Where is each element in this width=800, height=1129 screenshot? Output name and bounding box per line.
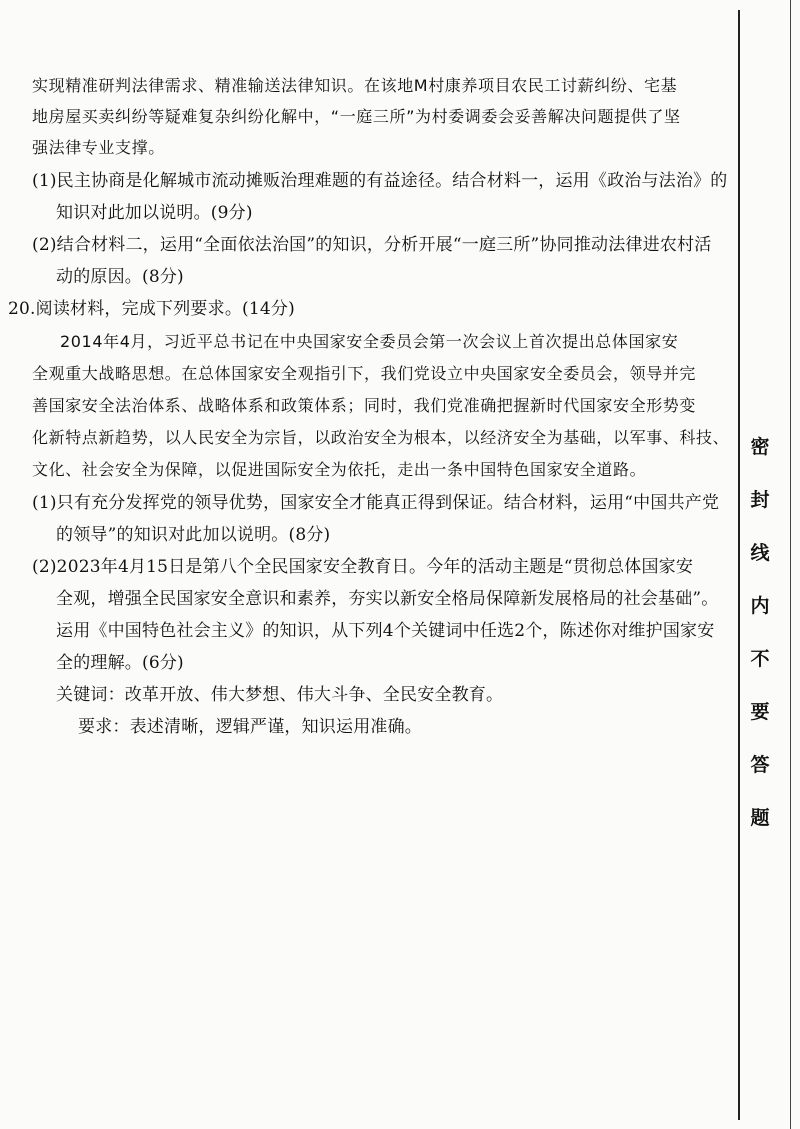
material-20-line-1: 2014年4月，习近平总书记在中央国家安全委员会第一次会议上首次提出总体国家安 — [60, 332, 679, 351]
seal-char-7: 答 — [750, 754, 770, 776]
material-20-line-4: 化新特点新趋势，以人民安全为宗旨，以政治安全为根本，以经济安全为基础，以军事、科技、 — [32, 428, 730, 447]
material-20-line-5: 文化、社会安全为保障，以促进国际安全为依托，走出一条中国特色国家安全道路。 — [32, 460, 647, 479]
seal-char-3: 线 — [750, 542, 770, 564]
material-line-3: 强法律专业支撑。 — [32, 138, 165, 157]
requirements-line: 要求：表述清晰，逻辑严谨，知识运用准确。 — [78, 717, 422, 737]
question-20-title: 20.阅读材料，完成下列要求。(14分) — [8, 299, 295, 319]
seal-line-outer — [738, 10, 740, 1120]
seal-char-4: 内 — [750, 595, 770, 617]
seal-char-2: 封 — [750, 489, 770, 511]
seal-char-5: 不 — [750, 648, 770, 670]
keywords-line: 关键词：改革开放、伟大梦想、伟大斗争、全民安全教育。 — [56, 685, 504, 705]
question-20-2-cont-1: 全观，增强全民国家安全意识和素养，夯实以新安全格局保障新发展格局的社会基础”。 — [56, 589, 719, 609]
seal-char-8: 题 — [750, 807, 770, 829]
question-19-1: (1)民主协商是化解城市流动摊贩治理难题的有益途径。结合材料一，运用《政治与法治》的 — [32, 171, 728, 191]
question-20-1: (1)只有充分发挥党的领导优势，国家安全才能真正得到保证。结合材料，运用“中国共产党 — [32, 493, 720, 513]
question-20-2: (2)2023年4月15日是第八个全民国家安全教育日。今年的活动主题是“贯彻总体国家安 — [32, 557, 694, 577]
material-20-line-3: 善国家安全法治体系、战略体系和政策体系；同时，我们党准确把握新时代国家安全形势变 — [32, 396, 697, 415]
seal-char-1: 密 — [750, 436, 770, 458]
question-20-1-cont: 的领导”的知识对此加以说明。(8分) — [56, 525, 331, 545]
material-line-2: 地房屋买卖纠纷等疑难复杂纠纷化解中，“一庭三所”为村委调委会妥善解决问题提供了坚 — [32, 107, 681, 126]
seal-char-6: 要 — [750, 701, 770, 723]
question-20-2-cont-2: 运用《中国特色社会主义》的知识，从下列4个关键词中任选2个，陈述你对维护国家安 — [56, 621, 715, 641]
question-19-1-cont: 知识对此加以说明。(9分) — [56, 203, 253, 223]
material-line-1: 实现精准研判法律需求、精准输送法律知识。在该地M村康养项目农民工讨薪纠纷、宅基 — [32, 76, 678, 95]
question-19-2: (2)结合材料二，运用“全面依法治国”的知识，分析开展“一庭三所”协同推动法律进农村活 — [32, 235, 712, 255]
seal-margin-text — [747, 434, 773, 858]
question-20-2-cont-3: 全的理解。(6分) — [56, 653, 184, 673]
question-19-2-cont: 动的原因。(8分) — [56, 267, 184, 287]
material-20-line-2: 全观重大战略思想。在总体国家安全观指引下，我们党设立中央国家安全委员会，领导并完 — [32, 364, 697, 383]
seal-line-inner — [790, 0, 791, 1129]
